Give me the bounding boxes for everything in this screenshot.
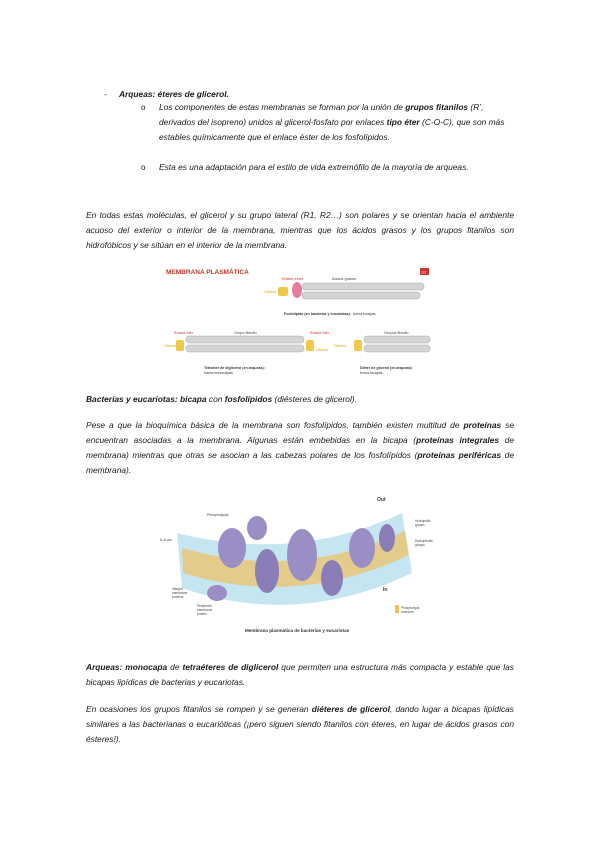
- fig1-title: MEMBRANA PLASMÁTICA: [166, 269, 249, 276]
- bact-p-f: proteínas periféricas: [417, 450, 502, 460]
- fig2-protein-2: [247, 516, 267, 540]
- fig1-glicerol-mid: Glicerol: [316, 348, 329, 352]
- fig2-phospholipids: Phospholipids: [207, 513, 229, 517]
- bullet-marker-2: o: [141, 163, 146, 172]
- fig1-diether-chain-1: [364, 336, 430, 343]
- bact-p-a: Pese a que la bioquímica básica de la membrana son fosfolípidos, también existen multitud de: [86, 420, 464, 430]
- item1-text-a: Los componentes de estas membranas se forman por la unión de: [159, 102, 406, 112]
- dieth-b: diéteres de glicerol: [311, 704, 390, 714]
- bacteria-heading-bold2: fosfolípidos: [224, 394, 273, 404]
- fig2-thickness: 6–8 nm: [160, 538, 172, 542]
- fig2-protein-3: [255, 549, 279, 593]
- item1-text-c: (R’, derivados del isopreno) unidos al glicerol-fosfato por enlaces: [159, 102, 484, 127]
- fig1-caption-right: Diéter de glicerol (en arqueas): forma bicapas: [360, 366, 413, 375]
- fig1-caption-left: Tetraéter de diglicerol (en arqueas): forma monocapas: [204, 366, 265, 375]
- fig1-badge-text: cm: [421, 270, 427, 275]
- fig2-peripheral-protein: [207, 585, 227, 601]
- fig2-legend-swatch: [395, 605, 399, 613]
- diether-paragraph: [86, 702, 514, 747]
- bullet-marker-1: o: [141, 103, 146, 112]
- bact-p-g: de membrana).: [86, 450, 514, 475]
- fig1-glycerol-right: [354, 340, 362, 351]
- fig1-phytanyl-2: [186, 345, 304, 352]
- fig1-enlace-eter-left: Enlace éter: [174, 331, 194, 335]
- dieth-a: En ocasiones los grupos fitanilos se rompen y se generan: [86, 704, 312, 714]
- fig1-glycerol-left: [176, 340, 184, 351]
- mono-mid: de: [167, 662, 183, 672]
- bacteria-heading-bold: Bacterias y eucariotas: bicapa: [86, 394, 207, 404]
- fig1-fatty-acid-2: [302, 292, 420, 299]
- fig1-ester-link: [292, 282, 302, 298]
- fig1-grupo-fitanilo-right: Grupos fitanilo: [384, 331, 409, 335]
- fig2-protein-5: [321, 560, 343, 596]
- fig1-glycerol-mid: [306, 340, 314, 351]
- fig1-glicerol-left: Glicerol: [164, 344, 177, 348]
- bacteria-heading-mid: con: [206, 394, 225, 404]
- item1-text-e: (C-O-C), que son más estables químicamente que el enlace éster de los fosfolípidos.: [159, 117, 505, 142]
- fig1-glicerol-right: Glicerol: [334, 344, 347, 348]
- fig1-glicerol-top: Glicerol: [264, 290, 277, 294]
- mono-bold-a: Arqueas: monocapa: [86, 662, 168, 672]
- fig2-caption: Membrana plasmática de bacterias y eucariotas: [245, 628, 350, 633]
- fig2-protein-6: [349, 528, 375, 568]
- fig2-integral: Integral membrane proteins: [172, 587, 188, 599]
- bacteria-heading-end: (diésteres de glicerol).: [272, 394, 357, 404]
- fig1-enlace-ester: Enlace éster: [282, 277, 304, 281]
- bact-p-b: proteínas: [463, 420, 502, 430]
- fig2-in: In: [383, 587, 388, 593]
- monolayer-paragraph: [86, 660, 514, 690]
- fig1-diether-chain-2: [364, 345, 430, 352]
- bacteria-paragraph: [86, 418, 514, 478]
- dieth-c: , dando lugar a bicapas lipídicas similares a las bacterianas o eucarióticas (¡pero siguen siendo fitanilos con éteres, en lugar de ácidos grasos con ésteres!).: [86, 704, 514, 744]
- figure-membrane-lipids: [164, 264, 434, 382]
- fig1-enlace-eter-mid: Enlace éter: [310, 331, 330, 335]
- archaea-heading-bold: Arqueas: [119, 89, 153, 99]
- fig1-phytanyl-1: [186, 336, 304, 343]
- fig1-acidos-grasos: Ácidos grasos: [332, 277, 356, 281]
- fig1-caption-top: Fosfolípido (en bacterias y eucariotas): forma bicapas: [284, 312, 376, 316]
- archaea-item-2: Esta es una adaptación para el estilo de vida extremófilo de la mayoría de arqueas.: [159, 162, 469, 172]
- fig2-peripheral: Peripheral membrane protein: [197, 604, 213, 616]
- figure-membrane-proteins: [157, 493, 437, 638]
- fig2-protein-4: [287, 529, 317, 581]
- bact-p-e: de membrana) mientras que otras se asocian a las cabezas polares de los fosfolípidos (: [86, 435, 514, 460]
- archaea-heading-rest: : éteres de glicerol.: [152, 89, 229, 99]
- item1-bold-eter: tipo éter: [386, 117, 420, 127]
- bact-p-c: se encuentran asociadas a la membrana. Algunas están embebidas en la bicapa (: [86, 420, 514, 445]
- paragraph-polar: En todas estas moléculas, el glicerol y su grupo lateral (R1, R2…) son polares y se orientan hacia el ambiente acuoso del exterior o interior de la membrana, mientras que los ácidos grasos y los grupos fitanilos son hidrofóbicos y se sitúan en el interior de la membrana.: [86, 210, 514, 250]
- fig2-protein-7: [379, 524, 395, 552]
- list-dash: -: [104, 89, 107, 99]
- fig2-legend: Phospholipid molecule: [401, 606, 420, 614]
- fig1-grupo-fitanilo-left: Grupo fitanilo: [234, 331, 257, 335]
- fig1-fatty-acid-1: [302, 283, 424, 290]
- fig2-hydrophobic: Hydrophobic groups: [415, 539, 433, 547]
- fig2-out: Out: [377, 497, 386, 503]
- fig1-glycerol-top: [278, 287, 288, 296]
- fig2-protein-1: [218, 528, 246, 568]
- mono-bold-b: tetraéteres de diglicerol: [182, 662, 279, 672]
- fig2-hydrophilic: Hydrophilic groups: [415, 519, 431, 527]
- item1-bold-fitanilos: grupos fitanilos: [405, 102, 469, 112]
- mono-rest: que permiten una estructura más compacta y estable que las bicapas lipídicas de bacterias y eucariotas.: [86, 662, 514, 687]
- bact-p-d: proteínas integrales: [416, 435, 500, 445]
- bacteria-heading: [86, 392, 514, 407]
- archaea-item-1: [159, 100, 516, 145]
